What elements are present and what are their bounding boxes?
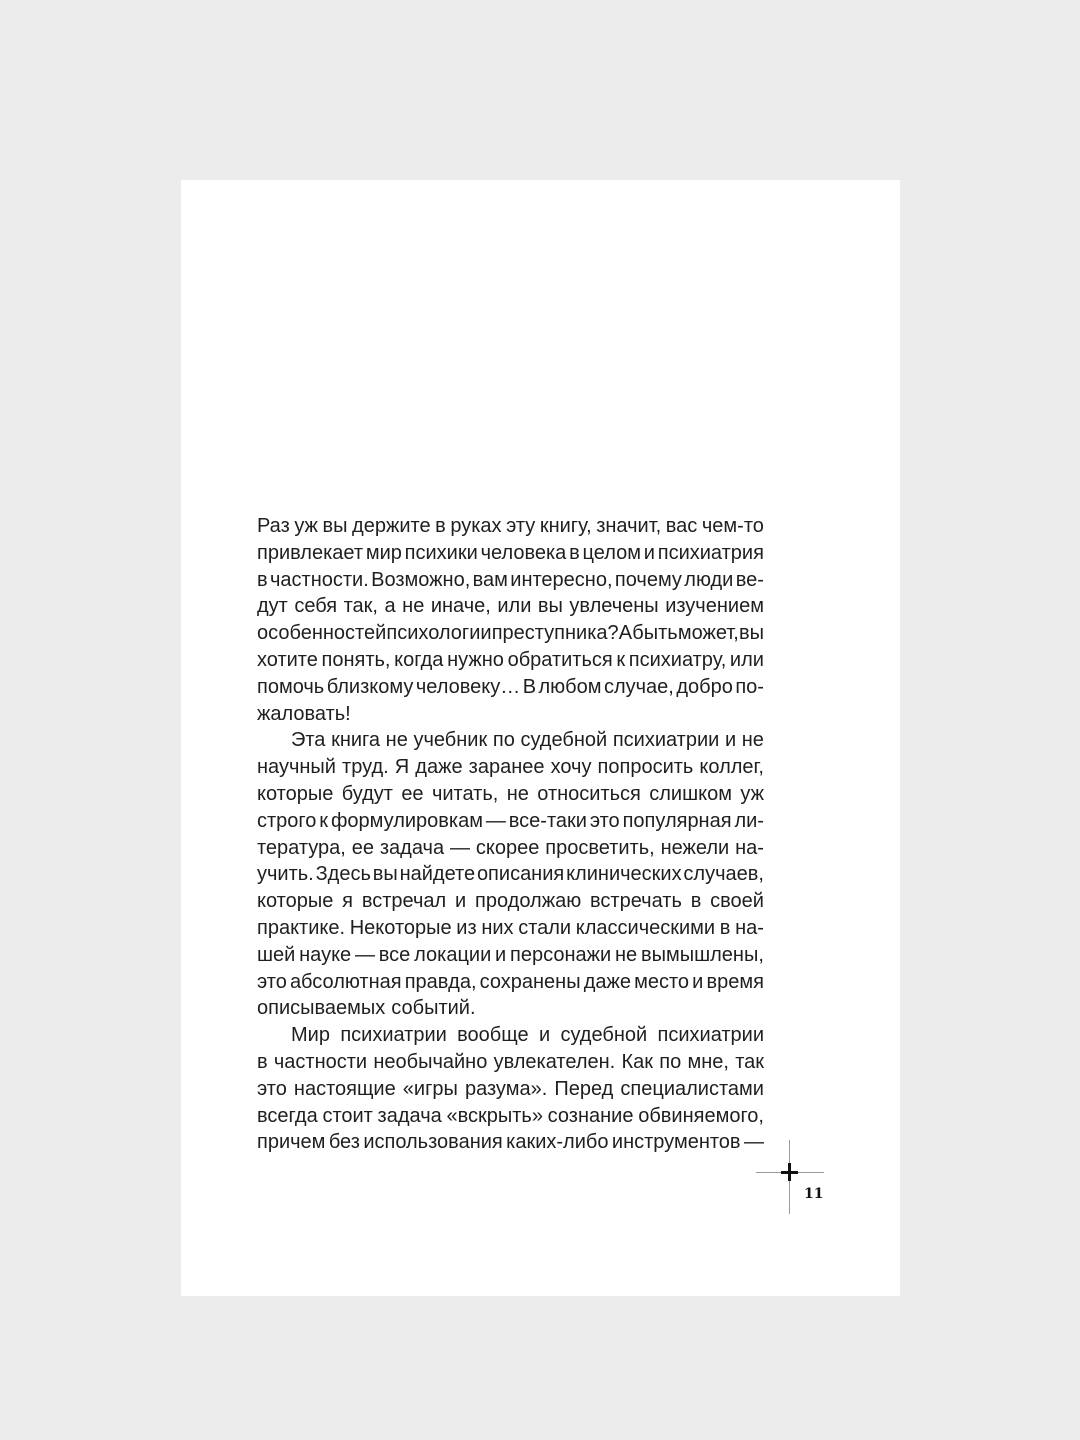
word: тература, xyxy=(257,836,346,859)
word: строго xyxy=(257,809,317,832)
word: встречать xyxy=(590,890,682,913)
word: а xyxy=(384,595,396,618)
word: встречал xyxy=(361,890,447,913)
word: учить. xyxy=(257,863,314,886)
word: вы xyxy=(738,622,764,645)
body-text xyxy=(257,513,764,1156)
word: просветить, xyxy=(545,836,655,859)
word: клинических xyxy=(566,863,682,886)
word: них xyxy=(481,916,514,939)
word: разума». xyxy=(464,1077,548,1100)
word: настоящие xyxy=(293,1077,396,1100)
text-line xyxy=(257,620,764,647)
word: задача xyxy=(377,1104,442,1127)
text-line xyxy=(257,1129,764,1156)
word: абсолютная xyxy=(289,970,402,993)
word: персонажи xyxy=(510,943,612,966)
word: классическими xyxy=(575,916,716,939)
text-line xyxy=(257,1049,764,1076)
text-line xyxy=(257,942,764,969)
word: стали xyxy=(518,916,572,939)
word: значит, xyxy=(596,515,662,537)
word: почему xyxy=(614,568,682,591)
text-line xyxy=(257,781,764,808)
word: В xyxy=(522,675,537,698)
word: держите xyxy=(352,515,431,537)
word: жаловать! xyxy=(257,702,351,725)
word: вы xyxy=(537,595,563,618)
word: любом xyxy=(538,675,602,698)
word: в xyxy=(257,568,268,591)
text-line xyxy=(257,754,764,781)
text-line xyxy=(257,888,764,915)
word: описания xyxy=(476,863,565,886)
word: ее xyxy=(351,836,374,859)
text-line xyxy=(257,969,764,996)
word: близкому xyxy=(326,675,414,698)
word: правда, xyxy=(404,970,477,993)
word: не xyxy=(741,729,764,752)
word: — xyxy=(743,1131,764,1154)
word: и xyxy=(692,970,704,993)
word: хотите xyxy=(257,648,318,671)
word: и xyxy=(724,729,737,752)
word: нужно xyxy=(447,648,504,671)
word: по- xyxy=(735,675,764,698)
word: психологии xyxy=(386,622,492,645)
word: психиатрии xyxy=(657,1024,764,1047)
page-number: 11 xyxy=(804,1186,824,1202)
word: привлекает xyxy=(257,541,364,564)
word: Эта xyxy=(291,729,326,752)
word: причем xyxy=(257,1131,326,1154)
word: ли- xyxy=(734,809,764,832)
word: продолжаю xyxy=(475,890,582,913)
word: частности. xyxy=(269,568,369,591)
word: шей xyxy=(257,943,296,966)
word: к xyxy=(616,648,626,671)
word: вы xyxy=(322,515,348,537)
word: все xyxy=(378,943,411,966)
text-line xyxy=(257,593,764,620)
word: описываемых xyxy=(257,997,386,1020)
word: не xyxy=(614,943,638,966)
word: и xyxy=(455,890,467,913)
text-line xyxy=(257,1103,764,1130)
word: к xyxy=(319,809,329,832)
word: психиатру, xyxy=(628,648,727,671)
word: психики xyxy=(404,541,478,564)
text-line xyxy=(257,513,764,540)
word: психиатрии xyxy=(612,729,720,752)
word: не xyxy=(402,595,425,618)
word: коллег, xyxy=(699,756,764,779)
word: задача xyxy=(379,836,445,859)
word: заранее xyxy=(468,756,545,779)
text-line xyxy=(257,647,764,674)
text-line xyxy=(257,727,764,754)
word: вам xyxy=(472,568,508,591)
word: на- xyxy=(735,916,764,939)
word: сознание xyxy=(547,1104,634,1127)
word: время xyxy=(706,970,764,993)
word: люди xyxy=(684,568,734,591)
word: вы xyxy=(372,863,398,886)
text-line xyxy=(257,1022,764,1049)
word: в xyxy=(719,916,731,939)
word: скорее xyxy=(475,836,540,859)
word: судебной xyxy=(520,729,608,752)
word: не xyxy=(506,782,529,805)
word: и xyxy=(538,1024,551,1047)
word: или xyxy=(497,595,532,618)
word: так xyxy=(735,1050,764,1073)
word: популярная xyxy=(622,809,732,832)
word: вообще xyxy=(457,1024,529,1047)
word: иначе, xyxy=(430,595,491,618)
word: — xyxy=(485,809,506,832)
word: может, xyxy=(677,622,739,645)
text-line xyxy=(257,915,764,942)
word: себя xyxy=(294,595,338,618)
word: дут xyxy=(257,595,288,618)
text-line xyxy=(257,1076,764,1103)
word: случае, xyxy=(603,675,674,698)
word: стоит xyxy=(322,1104,373,1127)
word: специалистами xyxy=(620,1077,764,1100)
word: мне, xyxy=(687,1050,729,1073)
word: необычайно xyxy=(373,1050,488,1073)
word: труд. xyxy=(342,756,389,779)
word: в xyxy=(435,515,446,537)
word: Раз xyxy=(257,515,290,537)
word: быть xyxy=(632,622,678,645)
word: в xyxy=(257,1050,268,1073)
word: так, xyxy=(343,595,378,618)
word: психиатрия xyxy=(657,541,764,564)
word: это xyxy=(589,809,620,832)
word: эту xyxy=(506,515,536,537)
word: книгу, xyxy=(539,515,592,537)
word: ве- xyxy=(735,568,764,591)
word: без xyxy=(328,1131,360,1154)
word: научный xyxy=(257,756,336,779)
word: всегда xyxy=(257,1104,318,1127)
word: книга xyxy=(331,729,381,752)
word: которые xyxy=(257,890,334,913)
word: локации xyxy=(414,943,492,966)
word: каких-либо xyxy=(506,1131,609,1154)
word: человеку… xyxy=(415,675,521,698)
word: читать, xyxy=(431,782,499,805)
word: учебник xyxy=(413,729,488,752)
word: будут xyxy=(341,782,393,805)
word: обратиться xyxy=(507,648,613,671)
word: относиться xyxy=(537,782,641,805)
word: уж xyxy=(294,515,318,537)
word: или xyxy=(729,648,764,671)
word: человека xyxy=(480,541,567,564)
word: формулировкам xyxy=(330,809,483,832)
word: мир xyxy=(365,541,402,564)
word: целом xyxy=(582,541,641,564)
word: интересно, xyxy=(510,568,613,591)
word: Я xyxy=(394,756,410,779)
word: даже xyxy=(415,756,463,779)
word: не xyxy=(385,729,408,752)
word: сохранены xyxy=(479,970,581,993)
text-line xyxy=(257,540,764,567)
word: случаев, xyxy=(683,863,764,886)
word: я xyxy=(342,890,354,913)
word: уж xyxy=(740,782,764,805)
word: Мир xyxy=(291,1024,330,1047)
text-line xyxy=(257,835,764,862)
word: увлекателен. xyxy=(493,1050,616,1073)
word: и xyxy=(643,541,655,564)
word: в xyxy=(569,541,580,564)
text-line xyxy=(257,701,764,728)
word: слишком xyxy=(649,782,732,805)
word: психиатрии xyxy=(340,1024,447,1047)
word: обвиняемого, xyxy=(638,1104,764,1127)
registration-cross-bar xyxy=(781,1171,798,1174)
word: это xyxy=(257,970,287,993)
word: и xyxy=(495,943,507,966)
word: преступника? xyxy=(491,622,619,645)
word: Перед xyxy=(554,1077,614,1100)
word: когда xyxy=(394,648,444,671)
word: событий. xyxy=(391,997,476,1020)
word: из xyxy=(456,916,477,939)
word: по xyxy=(492,729,515,752)
word: даже xyxy=(583,970,632,993)
word: частности xyxy=(273,1050,368,1073)
word: увлечены xyxy=(569,595,659,618)
word: использования xyxy=(363,1131,503,1154)
word: инструментов xyxy=(611,1131,741,1154)
word: в xyxy=(690,890,702,913)
text-line xyxy=(257,995,764,1022)
word: Некоторые xyxy=(349,916,452,939)
word: науке xyxy=(299,943,352,966)
word: которые xyxy=(257,782,334,805)
word: своей xyxy=(710,890,764,913)
word: все-таки xyxy=(508,809,587,832)
word: по xyxy=(659,1050,682,1073)
word: судебной xyxy=(560,1024,648,1047)
text-line xyxy=(257,567,764,594)
word: хочу xyxy=(550,756,592,779)
word: — xyxy=(450,836,470,859)
word: чем-то xyxy=(701,515,764,537)
word: «вскрыть» xyxy=(446,1104,543,1127)
word: — xyxy=(354,943,375,966)
word: Здесь xyxy=(315,863,371,886)
word: практике. xyxy=(257,916,346,939)
word: вас xyxy=(665,515,698,537)
word: понять, xyxy=(321,648,391,671)
word: найдете xyxy=(399,863,476,886)
text-line xyxy=(257,808,764,835)
word: Возможно, xyxy=(371,568,471,591)
word: А xyxy=(618,622,633,645)
word: вымышлены, xyxy=(640,943,764,966)
word: это xyxy=(257,1077,287,1100)
word: ее xyxy=(401,782,424,805)
word: попросить xyxy=(597,756,694,779)
word: руках xyxy=(450,515,502,537)
word: место xyxy=(634,970,690,993)
text-line xyxy=(257,861,764,888)
word: нежели xyxy=(660,836,730,859)
word: Как xyxy=(621,1050,653,1073)
word: помочь xyxy=(257,675,325,698)
word: добро xyxy=(676,675,733,698)
word: на- xyxy=(735,836,764,859)
text-line xyxy=(257,674,764,701)
word: «игры xyxy=(402,1077,458,1100)
word: особенностей xyxy=(257,622,387,645)
word: изучением xyxy=(665,595,764,618)
